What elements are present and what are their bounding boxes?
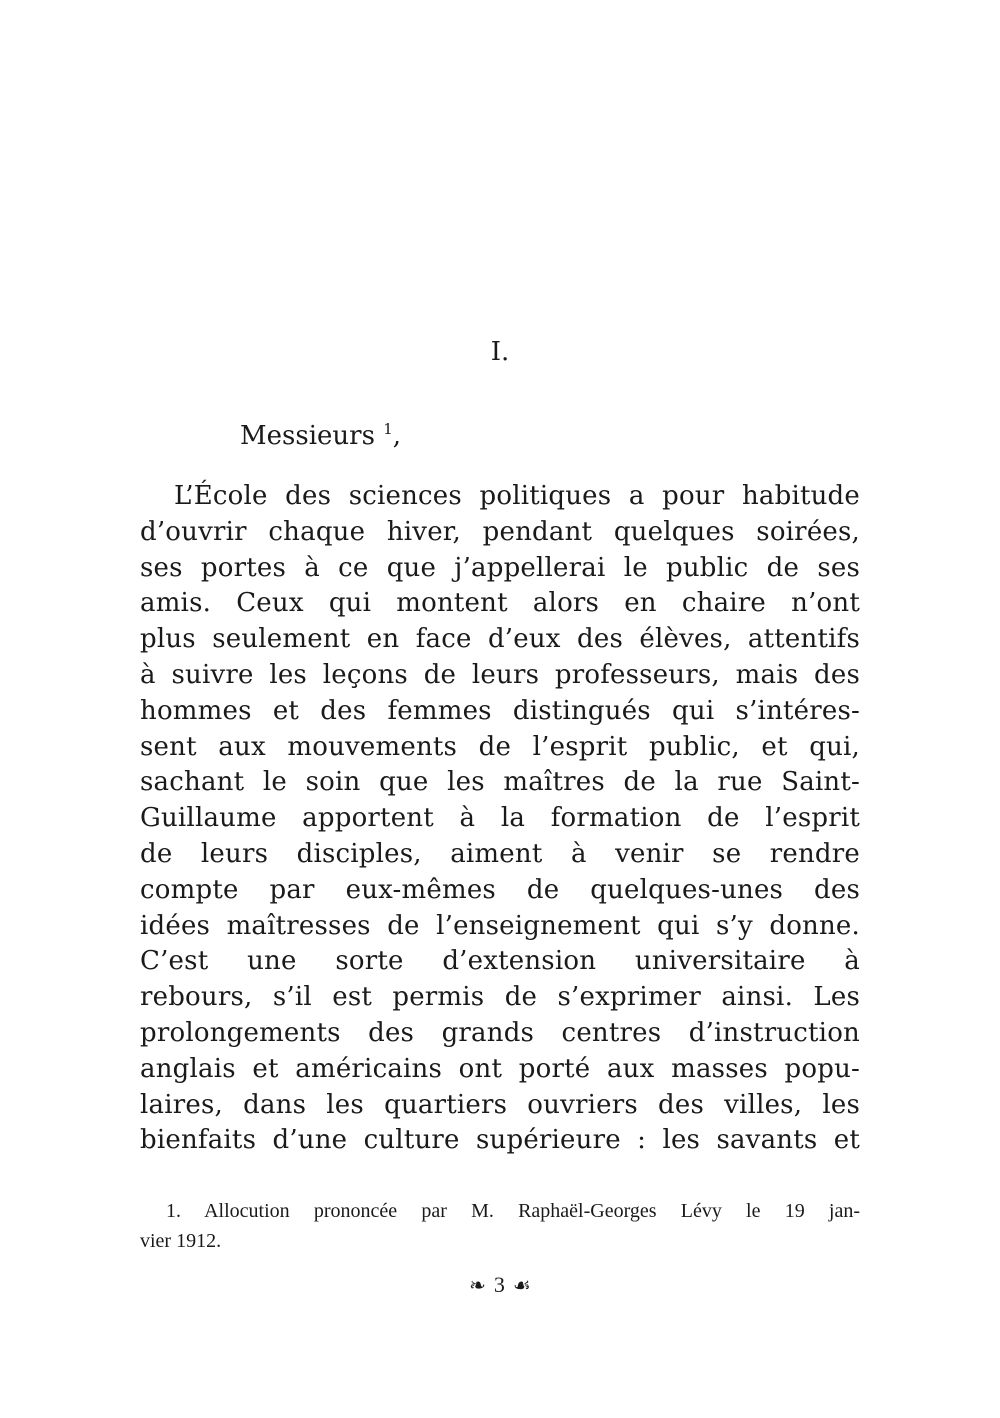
text-line: bienfaits d’une culture supérieure : les savants et [140,1125,860,1156]
text-line: Guillaume apportent à la formation de l’esprit [140,803,860,834]
text-line: plus seulement en face d’eux des élèves, attentifs [140,624,860,655]
text-line: anglais et américains ont porté aux masses popu- [140,1053,860,1084]
footnote-line: 1. Allocution prononcée par M. Raphaël-Georges Lévy le 19 jan- [166,1200,860,1222]
section-number: I. [490,337,510,367]
salutation-text: Messieurs [240,421,375,451]
text-line: ses portes à ce que j’appellerai le public de ses [140,552,860,583]
salutation-punctuation: , [392,421,401,451]
text-line: d’ouvrir chaque hiver, pendant quelques soirées, [140,516,860,547]
text-line: de leurs disciples, aiment à venir se rendre [140,838,860,869]
text-line: idées maîtresses de l’enseignement qui s’y donne. [140,910,860,941]
body-paragraph [140,479,860,1159]
text-line: sachant le soin que les maîtres de la rue Saint- [140,767,860,798]
text-line: L’École des sciences politiques a pour habitude [174,481,860,511]
text-line: laires, dans les quartiers ouvriers des villes, les [140,1089,860,1120]
text-line: amis. Ceux qui montent alors en chaire n’ont [140,588,860,619]
text-line: rebours, s’il est permis de s’exprimer ainsi. Les [140,982,860,1013]
footnote [140,1196,860,1256]
text-line: sent aux mouvements de l’esprit public, et qui, [140,731,860,762]
footnote-line: vier 1912. [140,1230,222,1252]
page-number [0,1270,1000,1301]
text-line: C’est une sorte d’extension universitaire à [140,946,860,977]
salutation [240,418,401,454]
text-line: hommes et des femmes distingués qui s’intéres- [140,695,860,726]
page-number-value: 3 [493,1272,505,1297]
text-line: compte par eux-mêmes de quelques-unes des [140,874,860,905]
text-line: prolongements des grands centres d’instruction [140,1017,860,1048]
left-ornament-icon: ❧ [469,1275,486,1297]
text-line: à suivre les leçons de leurs professeurs, mais des [140,659,860,690]
right-ornament-icon: ☙ [512,1275,531,1297]
footnote-reference[interactable]: 1 [383,420,393,438]
